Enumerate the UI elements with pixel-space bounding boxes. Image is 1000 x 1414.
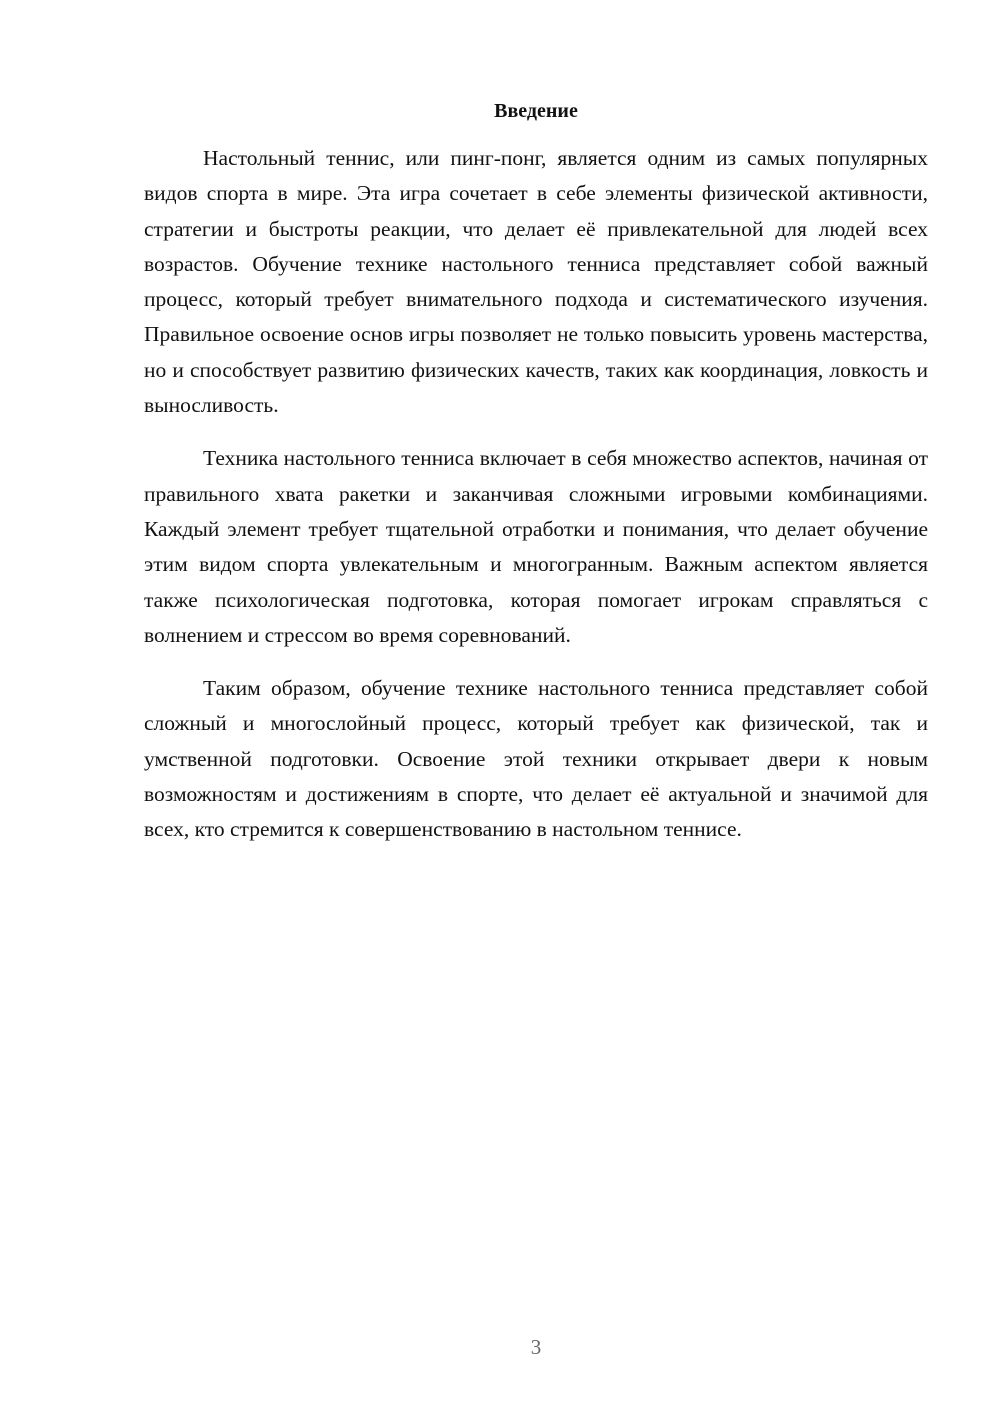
page-content bbox=[144, 95, 928, 866]
paragraph-3: Таким образом, обучение технике настольного тенниса представляет собой сложный и многослойный процесс, который требует как физической, так и умственной подготовки. Освоение этой техники открывает двери к новым возможностям и достижениям в спорте, что делает её актуальной и значимой для всех, кто стремится к совершенствованию в настольном теннисе. bbox=[144, 676, 928, 842]
paragraph-2: Техника настольного тенниса включает в себя множество аспектов, начиная от правильного хвата ракетки и заканчивая сложными игровыми комбинациями. Каждый элемент требует тщательной отработки и понимания, что делает обучение этим видом спорта увлекательным и многогранным. Важным аспектом является также психологическая подготовка, которая помогает игрокам справляться с волнением и стрессом во время соревнований. bbox=[144, 446, 928, 647]
section-title: Введение bbox=[494, 100, 578, 122]
page-number: 3 bbox=[530, 1335, 542, 1359]
paragraph-1: Настольный теннис, или пинг-понг, является одним из самых популярных видов спорта в мире. Эта игра сочетает в себе элементы физической активности, стратегии и быстроты реакции, что делает её привлекательной для людей всех возрастов. Обучение технике настольного тенниса представляет собой важный процесс, который требует внимательного подхода и систематического изучения. Правильное освоение основ игры позволяет не только повысить уровень мастерства, но и способствует развитию физических качеств, таких как координация, ловкость и выносливость. bbox=[144, 146, 928, 418]
